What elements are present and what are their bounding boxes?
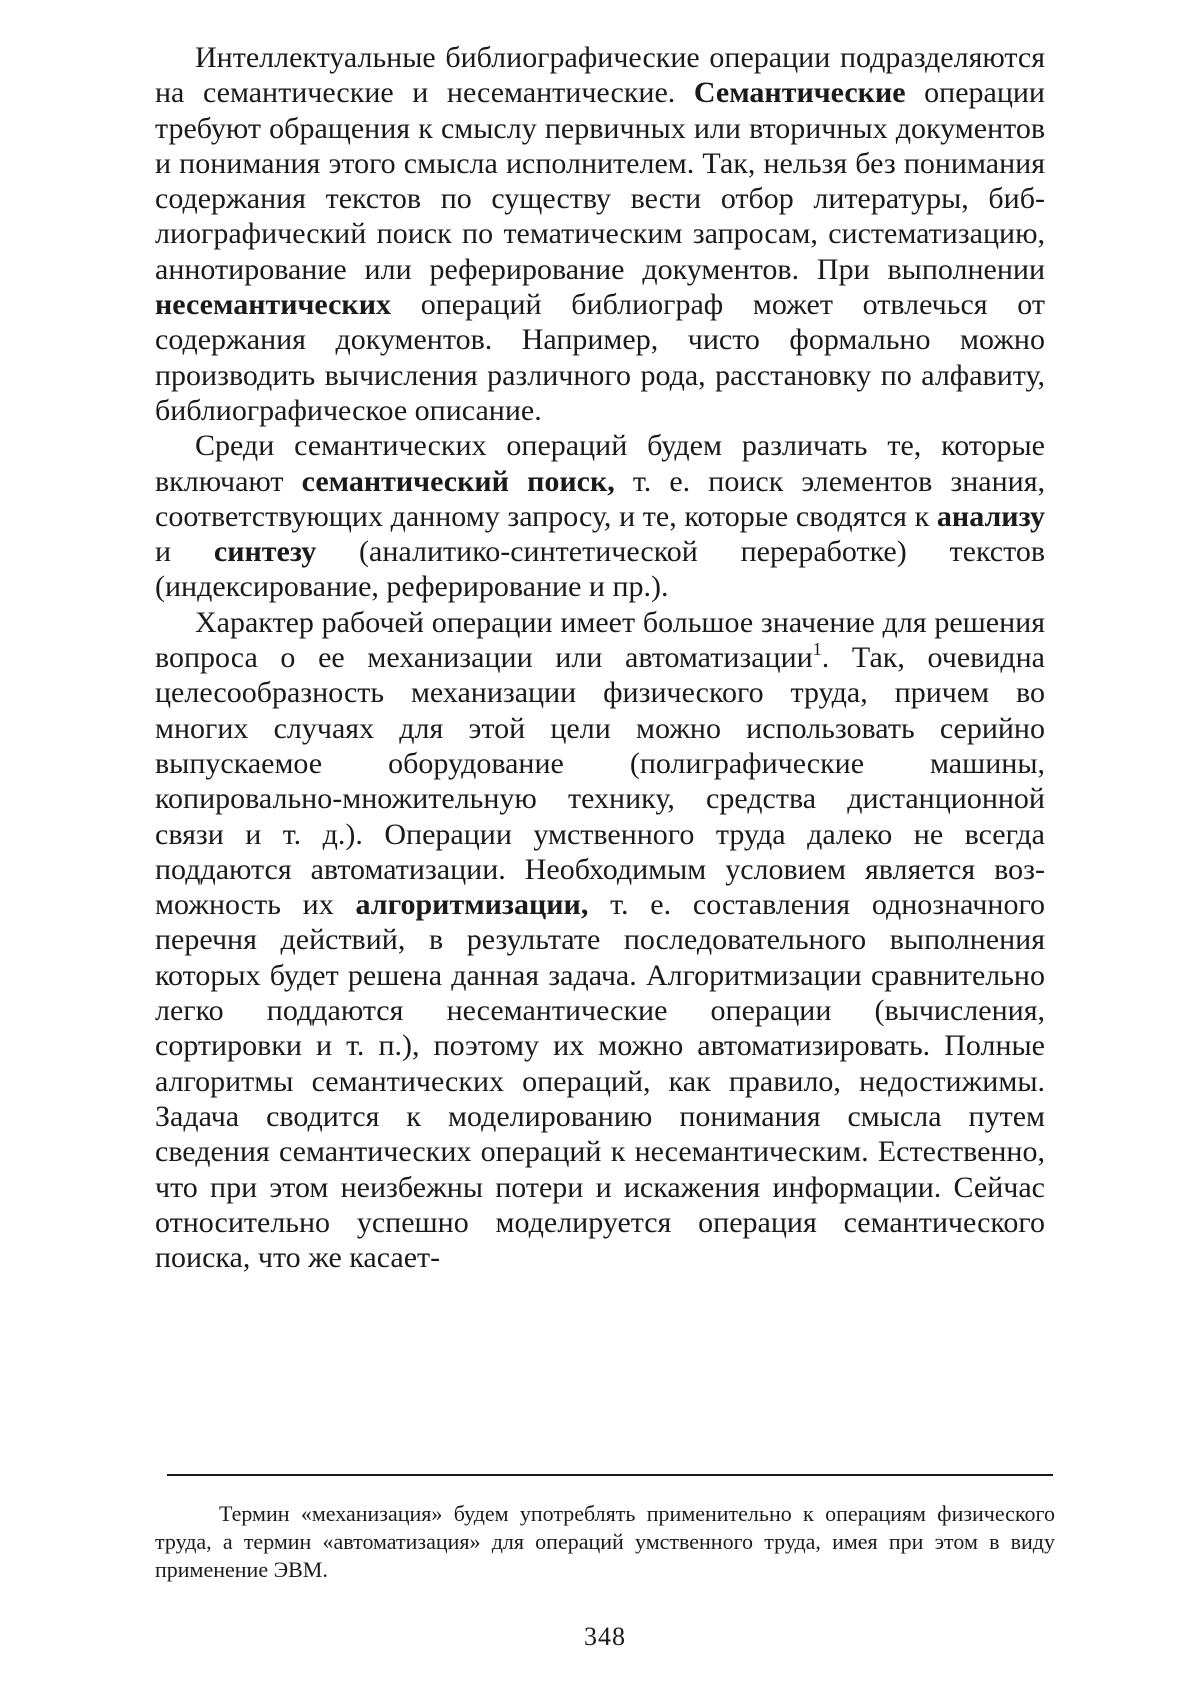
bold-term: семантический поиск,	[301, 464, 615, 498]
text-run: и	[155, 535, 214, 569]
text-run: т. е. поиск элементов знания, соответствующих данному запросу, и те, которые сводятся к	[155, 464, 1046, 533]
text-run: . Так, очевидна целесообразность механизации физического труда, причем во многих случаях для этой цели можно использовать серийно выпускаемое оборудование (полиграфические машины, копировально-множительную технику, средства дистанционной связи и т. д.). Операции умственного труда далеко не всегда поддаются автоматизации. Необходимым условием является возможность их	[155, 641, 1045, 922]
page-number: 348	[584, 1622, 626, 1651]
text-run: операции требуют обращения к смыслу первичных или вторичных документов и понимания этого смысла исполнителем. Так, нельзя без понимания содержания текстов по существу вести отбор литературы, библиографический поиск по тематическим запросам, систематизацию, аннотирование или реферирование документов. При выполнении	[155, 76, 1045, 286]
bold-term: несемантических	[155, 288, 391, 322]
text-run: (аналитико-синтетической переработке) текстов (индексирование, реферирование и пр.).	[155, 535, 1045, 604]
footnote: Термин «механизация» будем употреблять применительно к операциям физического труда, а термин «автоматизация» для операций умственного труда, имея при этом в виду применение ЭВМ.	[155, 1501, 1055, 1582]
paragraph	[155, 605, 1045, 1276]
main-text	[155, 40, 1045, 1275]
bold-term: Семантические	[693, 76, 906, 110]
book-page	[155, 40, 1055, 1651]
text-run: Среди семантических операций будем различать те, которые включают	[155, 429, 1045, 498]
footnote-separator	[167, 1474, 1053, 1476]
text-run: операций библиограф может отвлечься от содержания документов. Например, чисто формально можно производить вычисления различного рода, расстановку по алфавиту, библиографическое описание.	[155, 288, 1045, 427]
paragraph	[155, 40, 1045, 428]
text-run: т. е. составления однозначного перечня действий, в результате последовательного выполнения которых будет решена данная задача. Алгоритмизации сравнительно легко поддаются несемантические операции (вычисления, сортировки и т. п.), поэтому их можно автоматизировать. Полные алгоритмы семантических операций, как правило, недостижимы. Задача сводится к моделированию понимания смысла путем сведения семантических операций к несемантическим. Естественно, что при этом неизбежны потери и искажения информации. Сейчас относительно успешно моделируется операция семантического поиска, что же касает-	[155, 888, 1045, 1275]
text-run: Характер рабочей операции имеет большое значение для решения вопроса о ее механизации или автоматизации	[155, 605, 1045, 675]
bold-term: алгоритмизации,	[355, 888, 589, 922]
bold-term: синтезу	[213, 535, 317, 569]
text-run: Интеллектуальные библиографические операции подразделяются на семантические и несемантические.	[155, 41, 1045, 110]
footnote-marker: 1	[812, 639, 822, 660]
bold-term: анализу	[936, 499, 1045, 533]
paragraph	[155, 428, 1045, 604]
